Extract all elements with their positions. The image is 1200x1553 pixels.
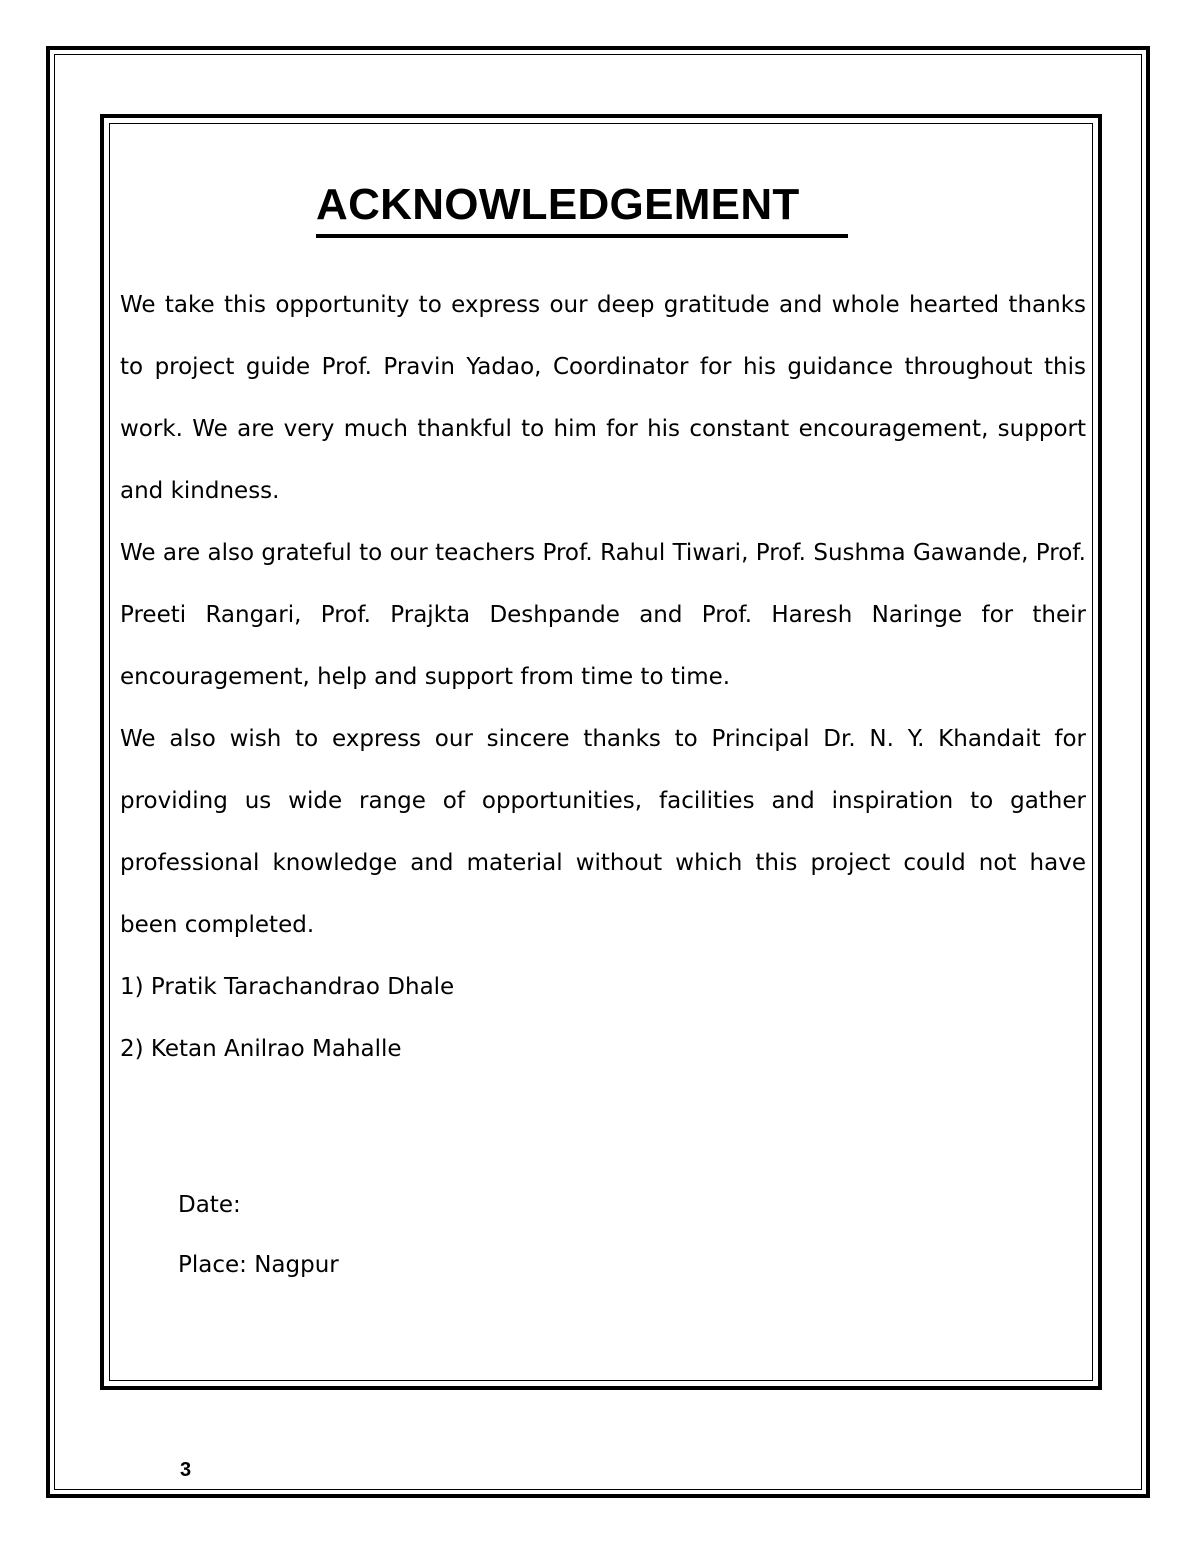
paragraph-guide-thanks: We take this opportunity to express our deep gratitude and whole hearted thanks to project guide Prof. Pravin Yadao, Coordinator for his guidance throughout this work. We are very much thankful to him for his constant encouragement, support and kindness. xyxy=(120,292,1086,504)
acknowledgement-body xyxy=(120,274,1086,1080)
page-title: ACKNOWLEDGEMENT xyxy=(316,178,848,238)
place-label: Place: Nagpur xyxy=(178,1252,339,1278)
student-name-1: 1) Pratik Tarachandrao Dhale xyxy=(120,974,455,1000)
date-label: Date: xyxy=(178,1192,241,1218)
paragraph-principal-thanks: We also wish to express our sincere thanks to Principal Dr. N. Y. Khandait for providing us wide range of opportunities, facilities and inspiration to gather professional knowledge and material without which this project could not have been completed. xyxy=(120,726,1086,938)
paragraph-teachers-thanks: We are also grateful to our teachers Prof. Rahul Tiwari, Prof. Sushma Gawande, Prof. Preeti Rangari, Prof. Prajkta Deshpande and Prof. Haresh Naringe for their encouragement, help and support from time to time. xyxy=(120,540,1086,690)
page-number: 3 xyxy=(180,1459,192,1481)
student-name-2: 2) Ketan Anilrao Mahalle xyxy=(120,1036,402,1062)
